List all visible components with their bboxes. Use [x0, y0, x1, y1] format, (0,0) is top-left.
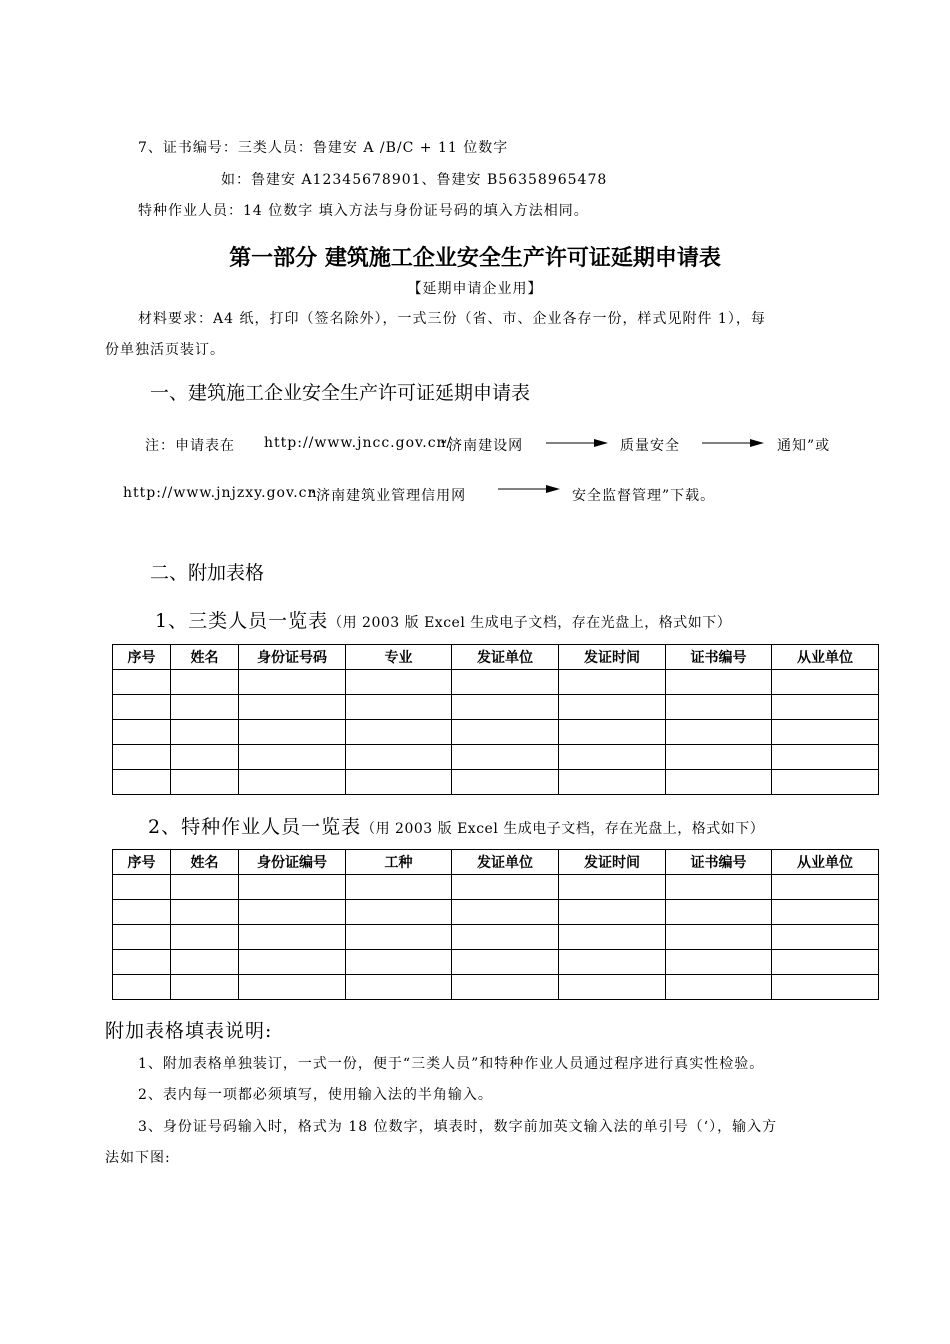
arrow-right-icon: [546, 438, 608, 448]
table-row: [113, 900, 879, 925]
col-header: 身份证号码: [239, 645, 346, 670]
arrow-right-icon: [702, 438, 764, 448]
note-prefix: 注：申请表在: [145, 438, 235, 454]
table-row: [113, 745, 879, 770]
special-worker-table: [112, 849, 879, 1000]
col-header: 姓名: [171, 850, 239, 875]
col-header: 姓名: [171, 645, 239, 670]
table-row: [113, 875, 879, 900]
col-header: 发证单位: [452, 645, 559, 670]
table2-caption-note: （用 2003 版 Excel 生成电子文档，存在光盘上，格式如下）: [361, 821, 765, 837]
jnjzxy-url[interactable]: http://www.jnjzxy.gov.cn: [123, 485, 318, 501]
cert-number-line-3: 特种作业人员：14 位数字 填入方法与身份证号码的填入方法相同。: [138, 203, 589, 219]
cert-number-line-1: 7、证书编号：三类人员：鲁建安 A /B/C + 11 位数字: [138, 140, 509, 156]
col-header: 序号: [113, 645, 171, 670]
note-jinan-construction: “济南建设网: [440, 438, 524, 454]
col-header: 工种: [346, 850, 452, 875]
material-requirement-line-2: 份单独活页装订。: [105, 342, 225, 358]
arrow-right-icon: [498, 484, 560, 494]
cert-number-line-2: 如：鲁建安 A12345678901、鲁建安 B56358965478: [221, 172, 608, 188]
col-header: 发证时间: [559, 645, 666, 670]
col-header: 证书编号: [666, 645, 772, 670]
table-row: [113, 975, 879, 1000]
col-header: 发证单位: [452, 850, 559, 875]
instructions-heading: 附加表格填表说明:: [105, 1020, 273, 1042]
note-notice: 通知”或: [777, 438, 831, 454]
table-header-row: [113, 645, 879, 670]
col-header: 身份证编号: [239, 850, 346, 875]
note-credit-network: “济南建筑业管理信用网: [308, 488, 467, 504]
table2-caption-row: [148, 812, 764, 839]
material-requirement-line-1: 材料要求：A4 纸，打印（签名除外），一式三份（省、市、企业各存一份，样式见附件 1），每: [138, 311, 766, 327]
part1-subtitle: 【延期申请企业用】: [407, 281, 543, 297]
table-row: [113, 720, 879, 745]
col-header: 从业单位: [772, 645, 879, 670]
col-header: 证书编号: [666, 850, 772, 875]
table-header-row: [113, 850, 879, 875]
table-row: [113, 950, 879, 975]
instruction-item-1: 1、附加表格单独装订，一式一份，便于“三类人员”和特种作业人员通过程序进行真实性检验。: [138, 1056, 765, 1072]
instruction-item-2: 2、表内每一项都必须填写，使用输入法的半角输入。: [138, 1087, 493, 1103]
table2-caption: 2、特种作业人员一览表: [148, 816, 362, 838]
table-row: [113, 695, 879, 720]
col-header: 专业: [346, 645, 452, 670]
col-header: 从业单位: [772, 850, 879, 875]
part1-title: 第一部分 建筑施工企业安全生产许可证延期申请表: [229, 246, 721, 271]
col-header: 序号: [113, 850, 171, 875]
instruction-item-3-line-1: 3、身份证号码输入时，格式为 18 位数字，填表时，数字前加英文输入法的单引号（‘），输入方: [138, 1119, 778, 1135]
table-row: [113, 925, 879, 950]
personnel-table: [112, 644, 879, 795]
instruction-item-3-line-2: 法如下图:: [105, 1150, 171, 1166]
table1-caption-note: （用 2003 版 Excel 生成电子文档，存在光盘上，格式如下）: [328, 615, 732, 631]
note-safety-supervision: 安全监督管理”下载。: [572, 488, 716, 504]
jncc-url[interactable]: http://www.jncc.gov.cn/: [264, 435, 453, 451]
table1-caption-row: [155, 606, 731, 633]
table-row: [113, 670, 879, 695]
table-row: [113, 770, 879, 795]
section1-heading: 一、建筑施工企业安全生产许可证延期申请表: [150, 382, 531, 404]
table1-caption: 1、三类人员一览表: [155, 610, 329, 632]
col-header: 发证时间: [559, 850, 666, 875]
note-quality-safety: 质量安全: [620, 438, 680, 454]
section2-heading: 二、附加表格: [150, 562, 265, 584]
